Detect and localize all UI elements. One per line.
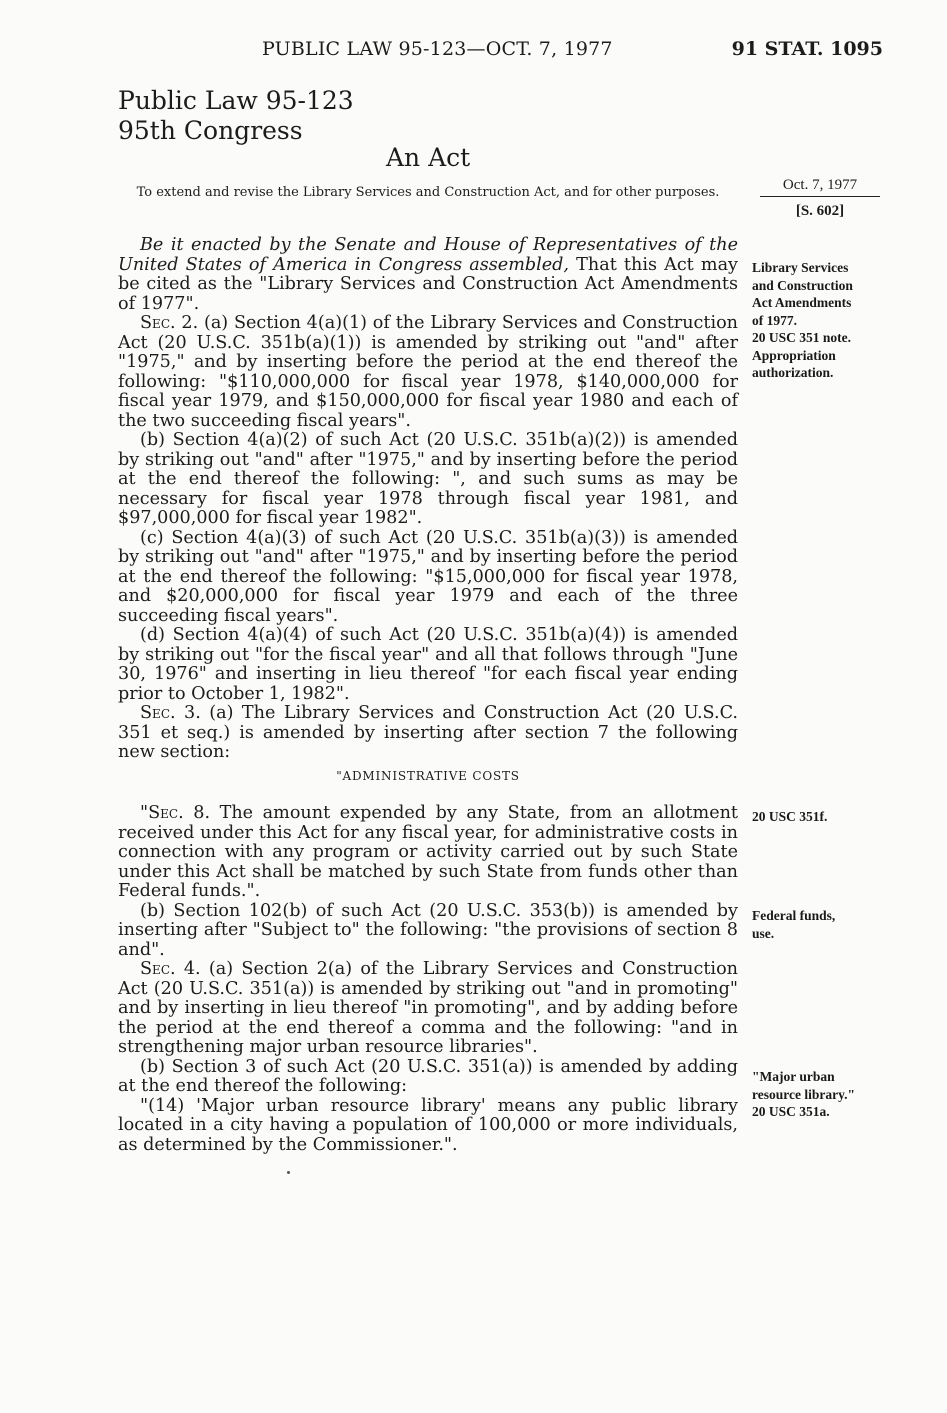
paragraph-14: "(14) 'Major urban resource library' means any public library located in a city having a population of 100,000 or more individuals, as determined by the Commissioner.". (118, 1095, 738, 1155)
margin-note-usc-351f (752, 808, 827, 826)
section-label: Sec. 8. (148, 803, 211, 823)
section-2d: (d) Section 4(a)(4) of such Act (20 U.S.C. 351b(a)(4)) is amended by striking out "for the fiscal year" and all that follows through "June 30, 1976" and inserting in lieu thereof "for each fiscal year ending prior to October 1, 1982". (118, 625, 738, 704)
section-text: (a) The Library Services and Construction Act (20 U.S.C. 351 et seq.) is amended by inserting after section 7 the following new section: (118, 703, 739, 762)
enacting-clause (118, 236, 738, 314)
page-speck (287, 1171, 290, 1174)
section-3a (118, 704, 738, 763)
margin-note-line: 20 USC 351a. (752, 1104, 830, 1119)
enactment-date: Oct. 7, 1977 (760, 177, 880, 197)
quote-mark: " (140, 803, 149, 823)
section-2a (118, 314, 738, 431)
running-title: PUBLIC LAW 95-123—OCT. 7, 1977 (262, 38, 613, 60)
section-2c: (c) Section 4(a)(3) of such Act (20 U.S.C. 351b(a)(3)) is amended by striking out "and" after "1975," and by inserting before the period at the end thereof the following: "$15,000,000 for fiscal year 1978, and $20,000,000 for fiscal year 1979 and each of the three succeeding fiscal years". (118, 527, 738, 626)
section-text: (a) Section 2(a) of the Library Services and Construction Act (20 U.S.C. 351(a)) is amended by striking out "and in promoting" and by inserting in lieu thereof "in promoting", and by adding before the period at the end thereof a comma and the following: "and in strengthening major urban resource libraries". (118, 959, 738, 1057)
running-header (0, 38, 947, 66)
margin-note-line: Act Amendments (752, 295, 852, 310)
section-3b: (b) Section 102(b) of such Act (20 U.S.C. 353(b)) is amended by inserting after "Subject to" the following: "the provisions of section 8 and". (118, 900, 738, 960)
statute-body (118, 236, 738, 1155)
margin-note-line: use. (752, 925, 775, 941)
margin-note-short-title (752, 259, 853, 382)
margin-note-line: Appropriation (752, 347, 836, 363)
public-law-number: Public Law 95-123 (118, 86, 354, 115)
section-text: The amount expended by any State, from an allotment received under this Act for any fiscal year, for administrative costs in connection with any program or activity carried out by such State under this Act shall be matched by such State from funds other than Federal funds.". (118, 803, 739, 901)
margin-note-line: resource library." (752, 1086, 855, 1102)
margin-note-usc: 20 USC 351 note. (752, 330, 852, 345)
margin-note-major-urban (752, 1068, 855, 1121)
section-text: (a) Section 4(a)(1) of the Library Services and Construction Act (20 U.S.C. 351b(a)(1)) is amended by striking out "and" after "1975," and by inserting before the period at the end thereof the following: "$110,000,000 for fiscal year 1978, $140,000,000 for fiscal year 1979, and $150,000,000 for fiscal year 1980 and each of the two succeeding fiscal years". (118, 313, 738, 431)
enactment-date-block (760, 177, 880, 220)
margin-note-line: and Construction (752, 277, 853, 293)
margin-note-line: Library Services (752, 260, 849, 275)
section-4a (118, 960, 738, 1058)
section-2b: (b) Section 4(a)(2) of such Act (20 U.S.C. 351b(a)(2)) is amended by striking out "and" after "1975," and by inserting before the period at the end thereof the following: ", and such sums as may be necessary for fiscal year 1978 through fiscal year 1981, and $97,000,000 for fiscal year 1982". (118, 430, 738, 528)
margin-note-line: of 1977. (752, 312, 797, 328)
act-purpose: To extend and revise the Library Services and Construction Act, and for other purposes. (136, 185, 720, 200)
act-heading: An Act (386, 143, 471, 172)
bill-number: [S. 602] (795, 203, 845, 219)
margin-note-line: 20 USC 351f. (752, 809, 828, 824)
congress-number: 95th Congress (118, 116, 303, 145)
enacting-formula: Be it enacted by the Senate and House of Representatives of the United States of America in Congress assembled, (118, 235, 738, 275)
statute-page-ref: 91 STAT. 1095 (731, 38, 883, 60)
margin-note-line: "Major urban (752, 1069, 835, 1084)
section-4b: (b) Section 3 of such Act (20 U.S.C. 351(a)) is amended by adding at the end thereof the following: (118, 1056, 738, 1096)
margin-note-line: authorization. (752, 365, 834, 380)
margin-note-federal-funds (752, 907, 835, 942)
section-label: Sec. 4. (140, 959, 201, 979)
administrative-costs-heading: "ADMINISTRATIVE COSTS (336, 768, 520, 783)
short-title-text: That this Act may be cited as the "Library Services and Construction Act Amendments of 1977". (118, 254, 738, 314)
section-label: Sec. 3. (140, 703, 201, 723)
margin-note-line: Federal funds, (752, 908, 836, 923)
law-title-block (118, 86, 354, 146)
section-8 (118, 804, 738, 902)
section-label: Sec. 2. (140, 313, 199, 333)
